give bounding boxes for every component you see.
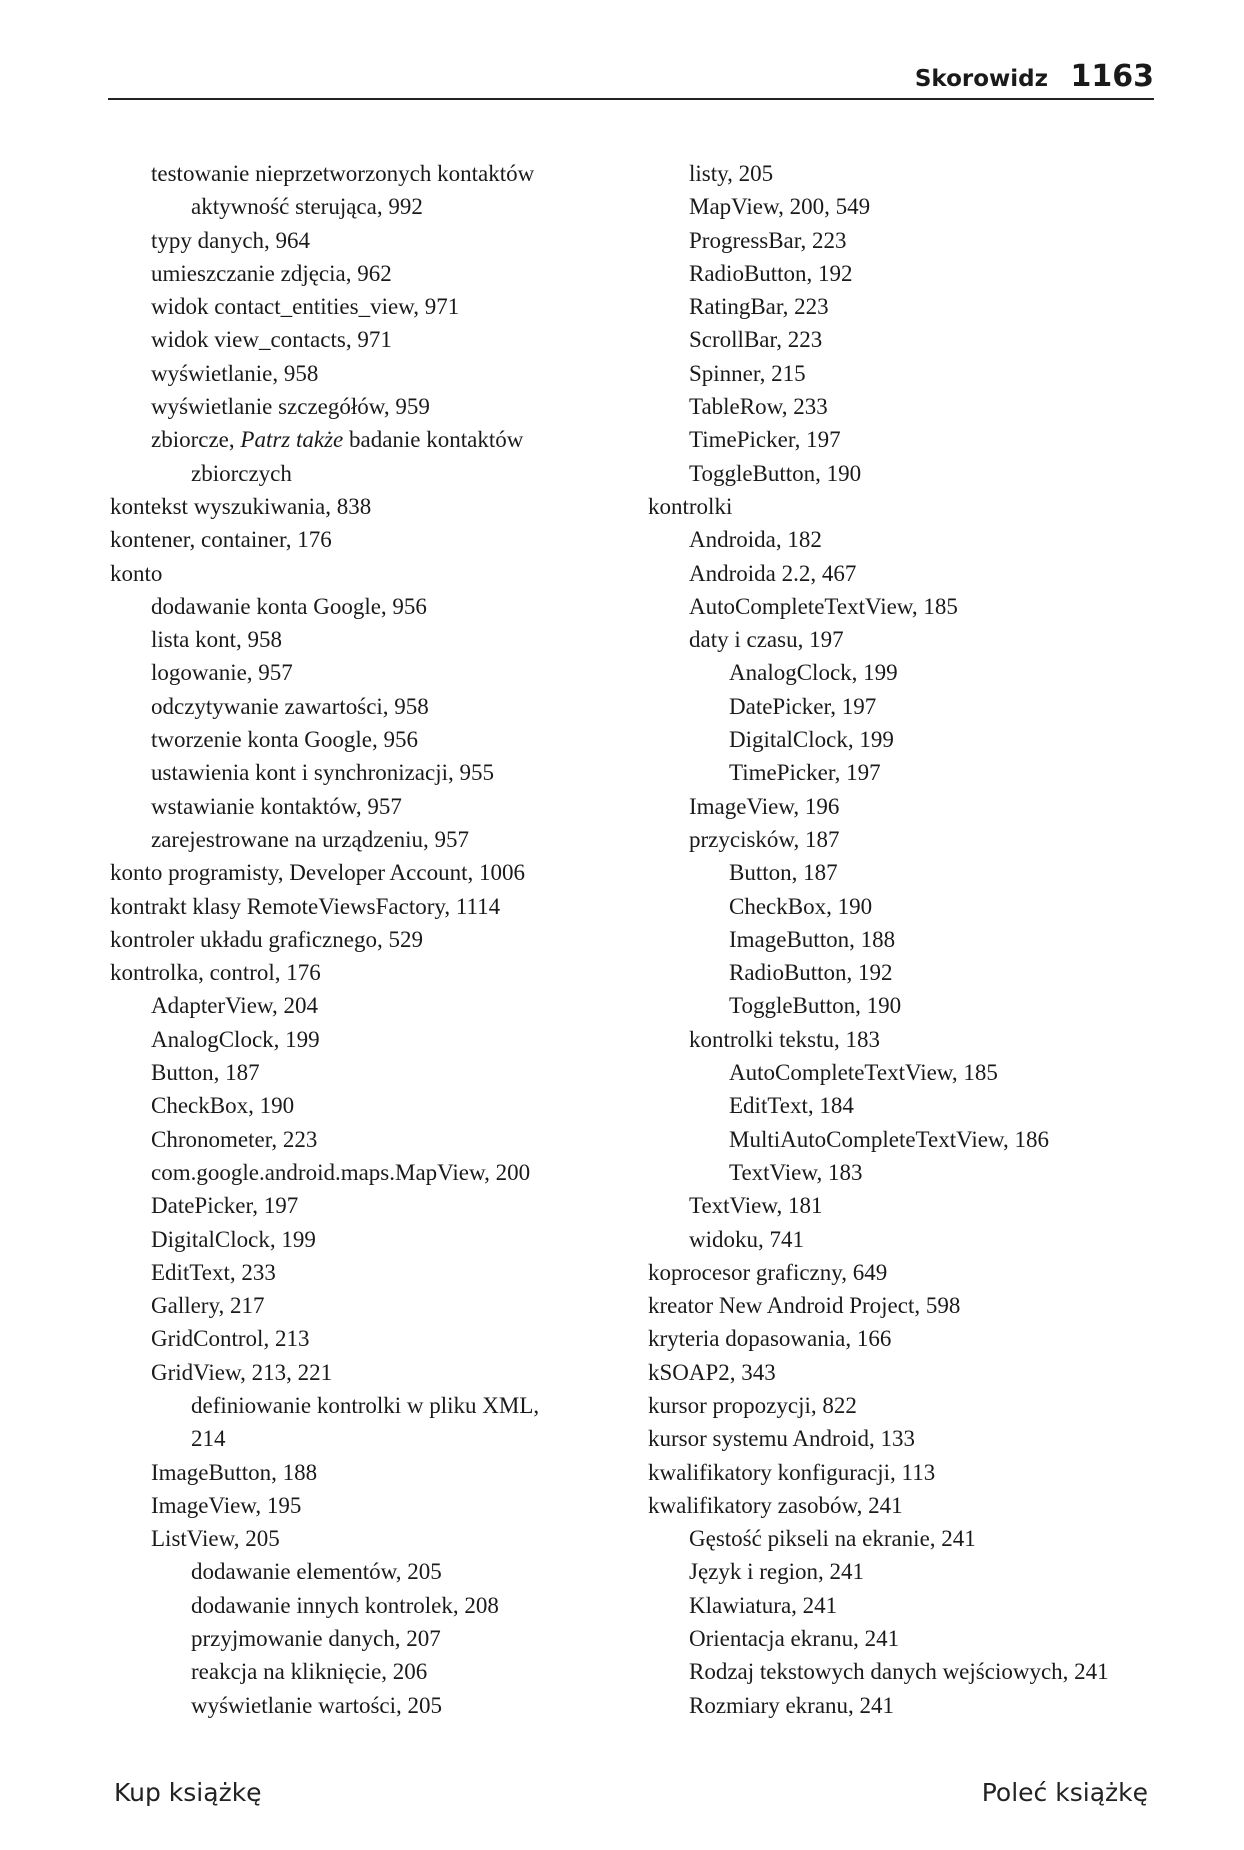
index-entry xyxy=(110,1622,650,1655)
index-entry xyxy=(648,623,1244,656)
index-entry-text: GridView, 213, 221 xyxy=(151,1359,333,1385)
index-entry-text: kreator New Android Project, 598 xyxy=(648,1293,961,1319)
index-entry-text: Chronometer, 223 xyxy=(151,1126,318,1152)
index-entry-text: dodawanie konta Google, 956 xyxy=(151,593,427,619)
index-entry xyxy=(648,1589,1244,1622)
index-entry xyxy=(110,790,650,823)
index-entry xyxy=(110,290,650,323)
page-header xyxy=(108,56,1154,100)
index-entry xyxy=(648,1023,1244,1056)
index-entry-text: typy danych, 964 xyxy=(151,227,311,253)
index-entry-text: kursor systemu Android, 133 xyxy=(648,1426,916,1452)
index-entry xyxy=(648,590,1244,623)
index-entry-text: TableRow, 233 xyxy=(689,394,828,420)
index-entry-text: EditText, 184 xyxy=(729,1093,854,1119)
index-column-left xyxy=(110,157,650,1722)
index-entry-text: Gęstość pikseli na ekranie, 241 xyxy=(689,1526,976,1552)
index-entry xyxy=(110,390,650,423)
index-entry-text: CheckBox, 190 xyxy=(151,1093,295,1119)
index-entry-text: tworzenie konta Google, 956 xyxy=(151,727,418,753)
index-entry xyxy=(648,756,1244,789)
index-entry-text: kursor propozycji, 822 xyxy=(648,1392,857,1418)
index-entry xyxy=(110,623,650,656)
recommend-book-link[interactable]: Poleć książkę xyxy=(981,1778,1148,1807)
index-entry-text: AutoCompleteTextView, 185 xyxy=(729,1060,998,1086)
index-entry xyxy=(648,656,1244,689)
index-entry xyxy=(110,1555,650,1588)
index-entry xyxy=(648,1189,1244,1222)
index-entry-text: testowanie nieprzetworzonych kontaktów xyxy=(151,161,535,186)
index-entry-text: Spinner, 215 xyxy=(689,360,806,386)
index-entry xyxy=(648,1489,1244,1522)
index-entry-text: TextView, 181 xyxy=(689,1193,823,1219)
index-entry-text: zarejestrowane na urządzeniu, 957 xyxy=(151,826,470,852)
index-entry xyxy=(648,823,1244,856)
index-entry xyxy=(648,1256,1244,1289)
index-entry xyxy=(648,1389,1244,1422)
index-entry-text: Androida, 182 xyxy=(689,527,822,553)
index-entry-text: kontekst wyszukiwania, 838 xyxy=(110,493,372,519)
index-entry xyxy=(648,1322,1244,1355)
index-entry-text: dodawanie innych kontrolek, 208 xyxy=(191,1592,499,1618)
index-entry xyxy=(648,1223,1244,1256)
index-entry-text: ImageButton, 188 xyxy=(729,926,896,952)
index-entry-text: wstawianie kontaktów, 957 xyxy=(151,793,402,819)
index-entry-text-continued: badanie kontaktów xyxy=(343,427,524,453)
index-entry xyxy=(110,1056,650,1089)
index-entry-text: kwalifikatory zasobów, 241 xyxy=(648,1492,903,1518)
index-entry xyxy=(110,423,650,456)
index-entry-text: koprocesor graficzny, 649 xyxy=(648,1259,888,1285)
index-entry-text: ToggleButton, 190 xyxy=(729,993,902,1019)
index-entry xyxy=(110,590,650,623)
index-entry xyxy=(110,1422,650,1455)
index-entry xyxy=(110,224,650,257)
index-entry-text: konto programisty, Developer Account, 1006 xyxy=(110,860,525,886)
index-entry xyxy=(110,1156,650,1189)
index-entry-text: listy, 205 xyxy=(689,161,774,186)
index-entry-text: aktywność sterująca, 992 xyxy=(191,194,423,220)
index-entry-text: lista kont, 958 xyxy=(151,627,282,653)
index-entry xyxy=(110,1389,650,1422)
index-entry-text: TimePicker, 197 xyxy=(729,760,881,786)
index-entry xyxy=(110,1189,650,1222)
index-entry-text: 214 xyxy=(191,1426,226,1452)
index-entry xyxy=(648,989,1244,1022)
index-entry xyxy=(110,257,650,290)
index-entry-text: odczytywanie zawartości, 958 xyxy=(151,693,429,719)
index-entry xyxy=(648,1655,1244,1688)
index-entry xyxy=(110,457,650,490)
index-entry-text: zbiorcze, xyxy=(151,427,241,453)
index-entry-text: Button, 187 xyxy=(729,860,838,886)
index-entry xyxy=(648,923,1244,956)
index-entry-text: daty i czasu, 197 xyxy=(689,627,844,653)
index-entry xyxy=(110,557,650,590)
index-entry xyxy=(110,1289,650,1322)
index-entry xyxy=(648,190,1244,223)
index-entry-text: widok contact_entities_view, 971 xyxy=(151,294,460,320)
index-entry-text: kontroler układu graficznego, 529 xyxy=(110,926,423,952)
index-column-right xyxy=(648,157,1244,1722)
index-entry xyxy=(648,523,1244,556)
index-entry xyxy=(110,1522,650,1555)
index-entry-text: zbiorczych xyxy=(191,460,292,486)
index-entry xyxy=(110,890,650,923)
index-entry-text: GridControl, 213 xyxy=(151,1326,310,1352)
index-entry-text: Rodzaj tekstowych danych wejściowych, 241 xyxy=(689,1659,1109,1685)
index-entry-text: wyświetlanie szczegółów, 959 xyxy=(151,394,430,420)
index-entry xyxy=(110,1356,650,1389)
index-entry-text: ToggleButton, 190 xyxy=(689,460,862,486)
index-entry-text: RatingBar, 223 xyxy=(689,294,829,320)
index-entry-text: Język i region, 241 xyxy=(689,1559,865,1585)
index-entry-text: dodawanie elementów, 205 xyxy=(191,1559,442,1585)
index-entry-text: kontrakt klasy RemoteViewsFactory, 1114 xyxy=(110,893,501,919)
index-entry-text: DigitalClock, 199 xyxy=(729,727,894,753)
index-entry xyxy=(110,956,650,989)
index-entry-text: kontrolki xyxy=(648,493,733,519)
index-entry-text: reakcja na kliknięcie, 206 xyxy=(191,1659,428,1685)
index-entry xyxy=(648,1422,1244,1455)
index-entry xyxy=(110,1655,650,1688)
index-entry xyxy=(648,557,1244,590)
index-entry-text: RadioButton, 192 xyxy=(689,260,853,286)
index-entry xyxy=(110,1089,650,1122)
index-entry xyxy=(110,323,650,356)
section-title: Skorowidz xyxy=(914,66,1048,92)
index-entry-text: ListView, 205 xyxy=(151,1526,280,1552)
index-entry-text: com.google.android.maps.MapView, 200 xyxy=(151,1159,531,1185)
index-entry-text: widoku, 741 xyxy=(689,1226,804,1252)
index-entry xyxy=(110,1322,650,1355)
index-entry xyxy=(110,523,650,556)
index-entry-text: ImageButton, 188 xyxy=(151,1459,318,1485)
index-entry xyxy=(648,457,1244,490)
index-entry-text: DigitalClock, 199 xyxy=(151,1226,316,1252)
index-entry-text: kontener, container, 176 xyxy=(110,527,332,553)
index-entry xyxy=(648,357,1244,390)
buy-book-link[interactable]: Kup książkę xyxy=(114,1778,262,1807)
index-entry-text: przyjmowanie danych, 207 xyxy=(191,1626,441,1652)
index-entry xyxy=(648,956,1244,989)
index-entry xyxy=(110,1223,650,1256)
index-entry xyxy=(110,157,650,190)
index-entry xyxy=(110,989,650,1022)
index-entry-text: ProgressBar, 223 xyxy=(689,227,847,253)
index-entry xyxy=(110,656,650,689)
index-entry-text: kontrolki tekstu, 183 xyxy=(689,1026,881,1052)
index-entry xyxy=(648,1622,1244,1655)
index-entry xyxy=(648,1089,1244,1122)
index-entry xyxy=(648,1056,1244,1089)
index-entry xyxy=(648,224,1244,257)
index-entry xyxy=(110,190,650,223)
index-entry-text: Androida 2.2, 467 xyxy=(689,560,857,586)
index-entry xyxy=(648,423,1244,456)
index-entry-text: CheckBox, 190 xyxy=(729,893,873,919)
index-entry xyxy=(648,1123,1244,1156)
index-entry-text: AnalogClock, 199 xyxy=(151,1026,320,1052)
index-entry xyxy=(110,690,650,723)
index-entry xyxy=(648,490,1244,523)
page-number: 1163 xyxy=(1070,59,1154,94)
index-entry-text: Rozmiary ekranu, 241 xyxy=(689,1692,895,1718)
index-entry-text: umieszczanie zdjęcia, 962 xyxy=(151,260,392,286)
index-entry-text: ImageView, 195 xyxy=(151,1492,302,1518)
index-entry-text: definiowanie kontrolki w pliku XML, xyxy=(191,1392,540,1418)
index-entry-text: Orientacja ekranu, 241 xyxy=(689,1626,900,1652)
index-entry xyxy=(648,157,1244,190)
index-entry xyxy=(110,823,650,856)
index-entry-text: ScrollBar, 223 xyxy=(689,327,823,353)
index-entry xyxy=(648,1289,1244,1322)
index-entry-text: RadioButton, 192 xyxy=(729,960,893,986)
index-entry-text: wyświetlanie, 958 xyxy=(151,360,319,386)
index-entry xyxy=(110,1589,650,1622)
cross-reference: Patrz także xyxy=(240,427,344,453)
index-entry-text: ImageView, 196 xyxy=(689,793,840,819)
index-entry-text: Gallery, 217 xyxy=(151,1293,265,1319)
index-entry xyxy=(648,257,1244,290)
index-entry xyxy=(110,1456,650,1489)
index-entry-text: kontrolka, control, 176 xyxy=(110,960,321,986)
index-entry-text: AnalogClock, 199 xyxy=(729,660,898,686)
index-entry-text: przycisków, 187 xyxy=(689,826,840,852)
index-entry xyxy=(648,390,1244,423)
index-entry-text: TextView, 183 xyxy=(729,1159,863,1185)
index-entry xyxy=(648,1689,1244,1722)
index-entry xyxy=(648,723,1244,756)
index-entry xyxy=(648,290,1244,323)
index-entry-text: MultiAutoCompleteTextView, 186 xyxy=(729,1126,1050,1152)
index-entry-text: AdapterView, 204 xyxy=(151,993,319,1019)
index-entry xyxy=(648,1456,1244,1489)
index-entry-text: EditText, 233 xyxy=(151,1259,276,1285)
index-entry-text: konto xyxy=(110,560,163,586)
index-entry-text: TimePicker, 197 xyxy=(689,427,841,453)
index-entry xyxy=(110,490,650,523)
index-entry xyxy=(648,890,1244,923)
index-entry xyxy=(648,856,1244,889)
index-entry-text: kryteria dopasowania, 166 xyxy=(648,1326,892,1352)
index-entry-text: kwalifikatory konfiguracji, 113 xyxy=(648,1459,936,1485)
index-entry-text: Klawiatura, 241 xyxy=(689,1592,838,1618)
index-entry-text: widok view_contacts, 971 xyxy=(151,327,392,353)
index-entry xyxy=(648,1356,1244,1389)
index-entry xyxy=(110,357,650,390)
index-entry-text: AutoCompleteTextView, 185 xyxy=(689,593,958,619)
index-entry-text: wyświetlanie wartości, 205 xyxy=(191,1692,443,1718)
index-entry xyxy=(110,756,650,789)
index-entry xyxy=(648,1522,1244,1555)
index-entry-text: MapView, 200, 549 xyxy=(689,194,871,220)
index-entry xyxy=(648,790,1244,823)
index-entry xyxy=(648,323,1244,356)
index-entry-text: ustawienia kont i synchronizacji, 955 xyxy=(151,760,495,786)
index-entry xyxy=(110,923,650,956)
index-entry xyxy=(110,1489,650,1522)
index-entry-text: logowanie, 957 xyxy=(151,660,293,686)
index-entry-text: Button, 187 xyxy=(151,1060,260,1086)
index-entry xyxy=(648,1156,1244,1189)
index-entry xyxy=(110,1689,650,1722)
index-entry-text: DatePicker, 197 xyxy=(729,693,877,719)
index-entry xyxy=(110,723,650,756)
index-entry xyxy=(648,690,1244,723)
index-entry-text: kSOAP2, 343 xyxy=(648,1359,776,1385)
index-entry xyxy=(110,1256,650,1289)
index-entry xyxy=(110,1123,650,1156)
index-entry xyxy=(110,1023,650,1056)
index-entry xyxy=(648,1555,1244,1588)
index-entry-text: DatePicker, 197 xyxy=(151,1193,299,1219)
index-entry xyxy=(110,856,650,889)
